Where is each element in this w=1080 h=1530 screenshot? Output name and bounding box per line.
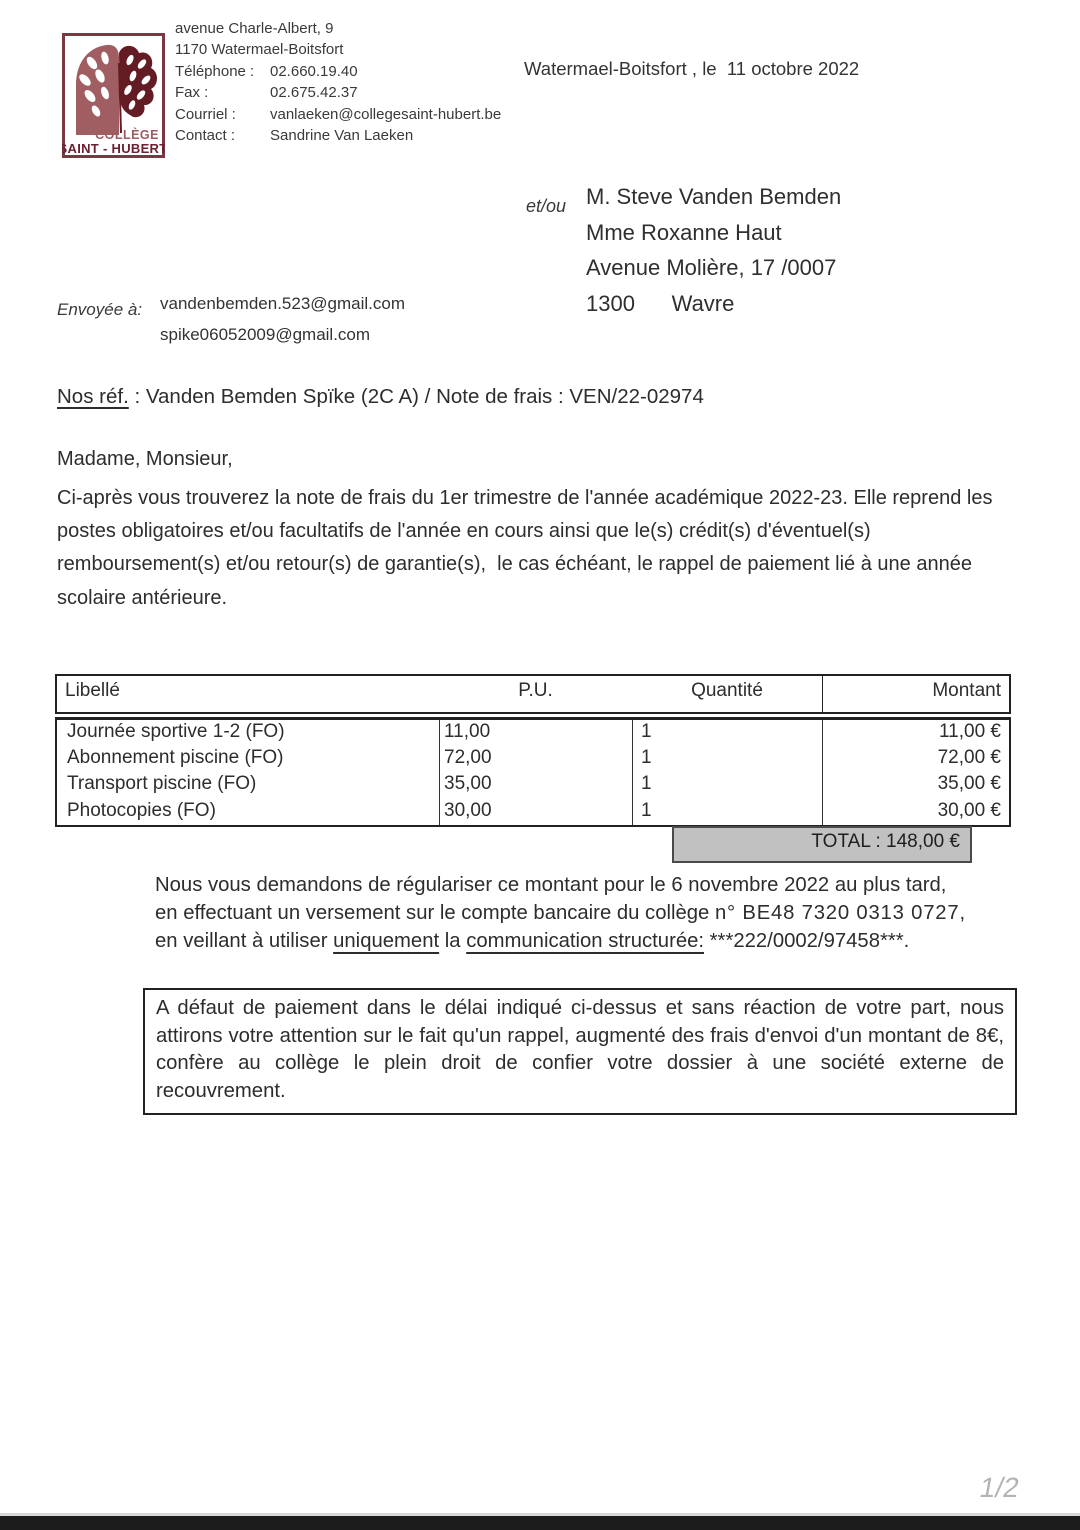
contact-row: [175, 125, 501, 146]
contact-row: [175, 104, 501, 125]
cell-libelle: Abonnement piscine (FO): [67, 747, 284, 769]
structured-communication-code: ***222/0002/97458***.: [704, 929, 910, 952]
sent-to-emails: [160, 288, 405, 350]
intro-paragraph: [57, 482, 1047, 615]
recipient-block: [586, 179, 841, 321]
payment-text: en effectuant un versement sur le compte bancaire du collège: [155, 901, 715, 924]
cell-pu: 11,00: [439, 720, 632, 746]
table-row: [57, 772, 1009, 798]
cell-quantite: 1: [632, 799, 822, 825]
underlined-uniquement: uniquement: [333, 929, 440, 952]
intro-line: remboursement(s) et/ou retour(s) de garantie(s), le cas échéant, le rappel de paiement lié à une année: [57, 553, 972, 576]
contact-value: 02.675.42.37: [270, 84, 358, 102]
intro-line: Ci-après vous trouverez la note de frais du 1er trimestre de l'année académique 2022-23. Elle reprend les: [57, 487, 993, 509]
recipient-line: 1300 Wavre: [586, 290, 735, 316]
payment-text: la: [439, 929, 467, 952]
recipient-line: M. Steve Vanden Bemden: [586, 184, 842, 209]
cell-pu: 30,00: [439, 799, 632, 825]
salutation: Madame, Monsieur,: [57, 448, 233, 470]
email-address: spike06052009@gmail.com: [160, 325, 371, 344]
payment-line: [155, 900, 966, 928]
payment-line: [155, 928, 966, 956]
reference-label: Nos réf.: [57, 385, 129, 408]
intro-line: postes obligatoires et/ou facultatifs de l'année en cours ainsi que le(s) crédit(s) d'éventuel(s): [57, 520, 871, 543]
contact-value: Sandrine Van Laeken: [270, 127, 414, 145]
bank-account-number: n° BE48 7320 0313 0727,: [714, 901, 966, 924]
warning-box: A défaut de paiement dans le délai indiqué ci-dessus et sans réaction de votre part, nous attirons votre attention sur le fait qu'un rappel, augmenté des frais d'envoi d'un montant de 8€, confère au collège le plein droit de confier votre dossier à une société externe de recouvrement.: [143, 988, 1017, 1115]
recipient-line: Avenue Molière, 17 /0007: [586, 255, 837, 280]
address-line: 1170 Watermael-Boitsfort: [175, 41, 344, 59]
contact-label: Téléphone :: [175, 62, 255, 80]
cell-montant: 72,00 €: [822, 746, 1009, 772]
letterhead-contact-block: [175, 18, 501, 146]
payment-text: en veillant à utiliser: [155, 929, 334, 952]
charges-table: [55, 674, 1011, 827]
table-row: [57, 746, 1009, 772]
page-number: 1/2: [977, 1472, 1022, 1503]
payment-paragraph: [155, 872, 966, 955]
logo-name-text: SAINT - HUBERT: [62, 141, 165, 156]
contact-label: Courriel :: [175, 105, 236, 123]
table-header-row: [55, 674, 1011, 714]
contact-label: Contact :: [175, 127, 236, 145]
date-line: Watermael-Boitsfort , le 11 octobre 2022: [524, 58, 860, 79]
reference-line: [57, 385, 704, 409]
intro-line: scolaire antérieure.: [57, 586, 228, 609]
col-header-quantite: Quantité: [691, 680, 763, 701]
payment-line: Nous vous demandons de régulariser ce montant pour le 6 novembre 2022 au plus tard,: [155, 874, 947, 896]
cell-montant: 11,00 €: [822, 720, 1009, 746]
cell-libelle: Photocopies (FO): [67, 799, 216, 821]
table-row: [57, 720, 1009, 746]
college-logo-icon: [62, 33, 165, 158]
cell-pu: 72,00: [439, 746, 632, 772]
cell-quantite: 1: [632, 746, 822, 772]
logo-college-text: COLLÈGE: [95, 128, 159, 142]
cell-quantite: 1: [632, 772, 822, 798]
contact-value: 02.660.19.40: [270, 62, 358, 80]
cell-libelle: Journée sportive 1-2 (FO): [67, 721, 285, 742]
cell-montant: 30,00 €: [822, 799, 1009, 825]
cell-montant: 35,00 €: [822, 772, 1009, 798]
cell-libelle: Transport piscine (FO): [67, 773, 257, 795]
bottom-black-bar: [0, 1516, 1080, 1530]
table-body: [55, 717, 1011, 827]
cell-quantite: 1: [632, 720, 822, 746]
col-header-libelle: Libellé: [65, 680, 120, 701]
address-line: avenue Charle-Albert, 9: [175, 20, 334, 37]
col-header-montant: Montant: [822, 676, 1009, 712]
email-address: vandenbemden.523@gmail.com: [160, 294, 406, 313]
table-row: [57, 799, 1009, 825]
col-header-pu: P.U.: [518, 680, 553, 701]
contact-row: [175, 61, 501, 82]
contact-value: vanlaeken@collegesaint-hubert.be: [270, 105, 502, 123]
sent-to-label: Envoyée à:: [57, 300, 143, 319]
contact-label: Fax :: [175, 84, 209, 102]
et-ou-connector: et/ou: [526, 196, 567, 216]
total-box: TOTAL : 148,00 €: [672, 826, 972, 863]
recipient-line: Mme Roxanne Haut: [586, 219, 782, 245]
underlined-communication-structuree: communication structurée:: [466, 929, 705, 952]
cell-pu: 35,00: [439, 772, 632, 798]
contact-row: [175, 82, 501, 103]
reference-text: : Vanden Bemden Spïke (2C A) / Note de frais : VEN/22-02974: [128, 385, 704, 408]
